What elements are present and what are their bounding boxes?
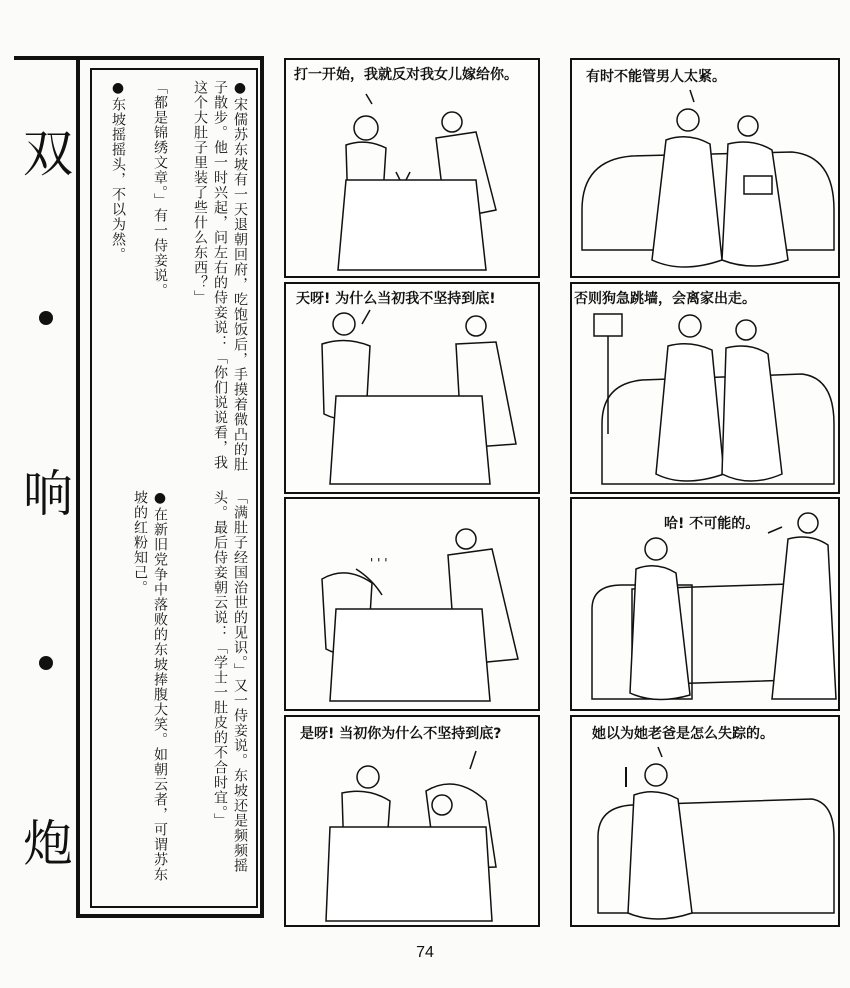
title-dot-1 bbox=[39, 311, 53, 325]
panel-7-drawing bbox=[572, 499, 840, 711]
speech-panel-5: 有时不能管男人太紧。 bbox=[586, 69, 726, 85]
page-number: 74 bbox=[416, 944, 434, 961]
speech-panel-4: 是呀! 当初你为什么不坚持到底? bbox=[300, 726, 502, 742]
comic-panel-6 bbox=[570, 282, 840, 494]
story-paragraph-3: ●东坡摇摇头，不以为然。 bbox=[110, 80, 126, 262]
title-char-3: 炮 bbox=[23, 815, 73, 873]
panel-8-drawing bbox=[572, 717, 840, 927]
story-paragraph-1: ●宋儒苏东坡有一天退朝回府，吃饱饭后，手摸着微凸的肚子散步。他一时兴起，问左右的侍妾说：「你们说说看，我这个大肚子里装了些什么东西？」 bbox=[192, 80, 248, 472]
speech-panel-7: 哈! 不可能的。 bbox=[664, 516, 760, 532]
title-rule bbox=[14, 56, 76, 60]
story-box bbox=[76, 56, 264, 918]
panel-4-drawing bbox=[286, 717, 540, 927]
story-paragraph-4: 「满肚子经国治世的见识。」又一侍妾说。东坡还是频频摇头。最后侍妾朝云说：「学士一肚皮的不合时宜。」 bbox=[212, 490, 248, 873]
title-dot-2 bbox=[39, 656, 53, 670]
panel-6-drawing bbox=[572, 284, 840, 494]
comic-panel-5 bbox=[570, 58, 840, 278]
title-column bbox=[14, 56, 76, 916]
panel-5-drawing bbox=[572, 60, 840, 278]
story-paragraph-5: ●在新旧党争中落败的东坡捧腹大笑。如朝云者，可谓苏东坡的红粉知己。 bbox=[132, 490, 168, 882]
comic-panel-7 bbox=[570, 497, 840, 711]
panel-1-drawing bbox=[286, 60, 540, 278]
comic-panel-4 bbox=[284, 715, 540, 927]
speech-panel-6: 否则狗急跳墙，会离家出走。 bbox=[574, 291, 756, 307]
svg-text:' ' ': ' ' ' bbox=[370, 556, 388, 570]
speech-panel-1: 打一开始，我就反对我女儿嫁给你。 bbox=[294, 67, 518, 83]
title-char-1: 双 bbox=[23, 125, 73, 183]
title-char-2: 响 bbox=[23, 465, 73, 523]
panel-3-drawing bbox=[286, 499, 540, 711]
speech-panel-8: 她以为她老爸是怎么失踪的。 bbox=[592, 726, 774, 742]
comic-panel-2 bbox=[284, 282, 540, 494]
story-inner-frame bbox=[90, 68, 258, 908]
story-paragraph-2: 「都是锦绣文章。」有一侍妾说。 bbox=[152, 80, 168, 298]
comic-panel-1 bbox=[284, 58, 540, 278]
comic-panel-3 bbox=[284, 497, 540, 711]
comic-panel-8 bbox=[570, 715, 840, 927]
speech-panel-2: 天呀! 为什么当初我不坚持到底! bbox=[296, 291, 496, 307]
panel-2-drawing bbox=[286, 284, 540, 494]
